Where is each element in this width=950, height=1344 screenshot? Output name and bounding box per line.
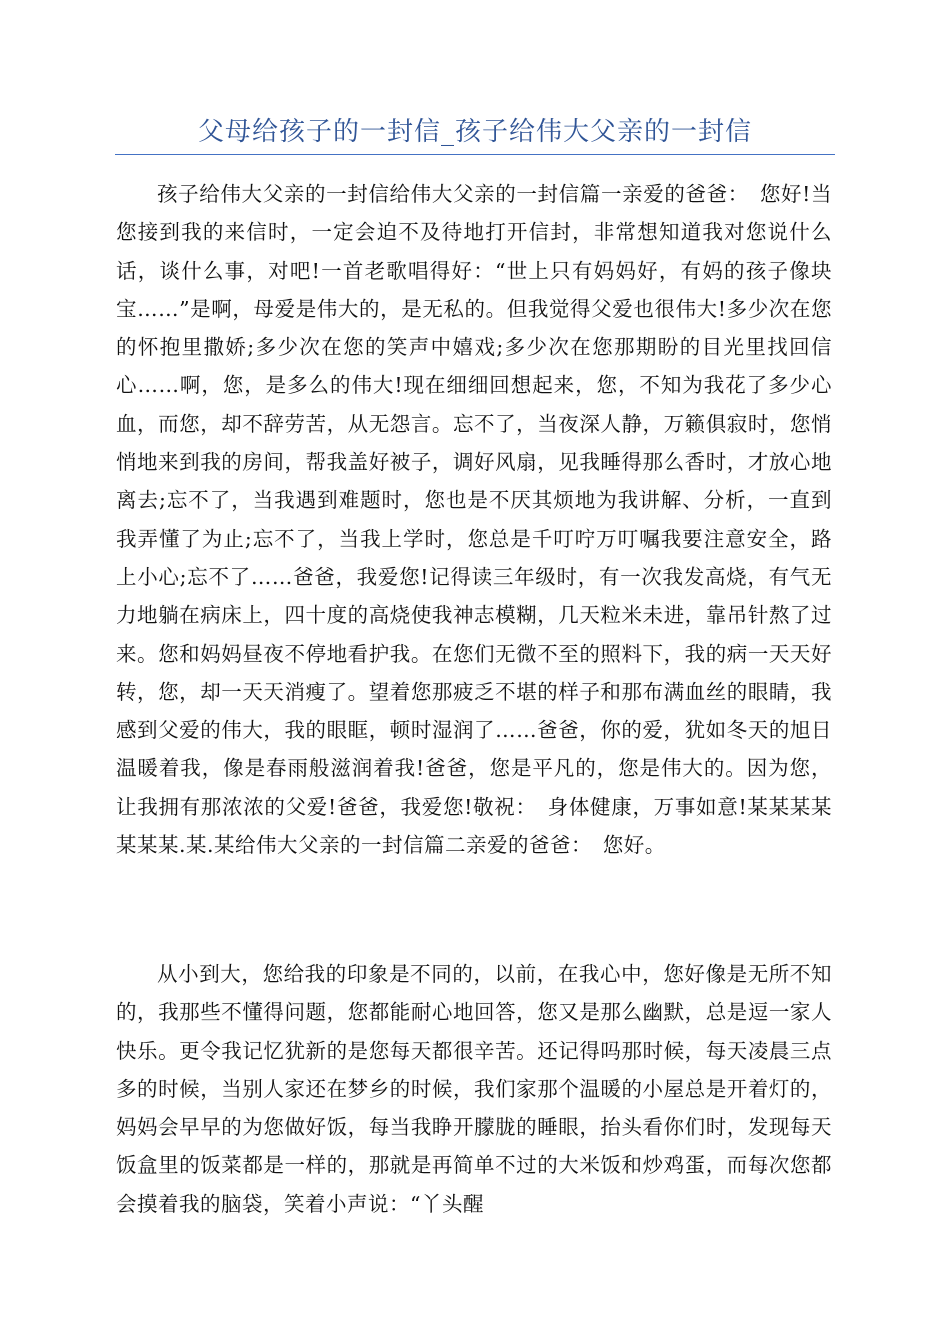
body-paragraph-2: 从小到大，您给我的印象是不同的，以前，在我心中，您好像是无所不知的，我那些不懂得问题，您都能耐心地回答，您又是那么幽默，总是逗一家人快乐。更令我记忆犹新的是您每天都很辛苦。还记得吗那时候，每天凌晨三点多的时候，当别人家还在梦乡的时候，我们家那个温暖的小屋总是开着灯的，妈妈会早早的为您做好饭，每当我睁开朦胧的睡眼，抬头看你们时，发现每天饭盒里的饭菜都是一样的，那就是再简单不过的大米饭和炒鸡蛋，而每次您都会摸着我的脑袋，笑着小声说：“丫头醒 (116, 962, 832, 1216)
title-underline (115, 154, 835, 155)
body-paragraph-1: 孩子给伟大父亲的一封信给伟大父亲的一封信篇一亲爱的爸爸： 您好!当您接到我的来信时，一定会迫不及待地打开信封，非常想知道我对您说什么话，谈什么事，对吧!一首老歌唱得好：“世上只有妈妈好，有妈的孩子像块宝……”是啊，母爱是伟大的，是无私的。但我觉得父爱也很伟大!多少次在您的怀抱里撒娇;多少次在您的笑声中嬉戏;多少次在您那期盼的目光里找回信心……啊，您，是多么的伟大!现在细细回想起来，您，不知为我花了多少心血，而您，却不辞劳苦，从无怨言。忘不了，当夜深人静，万籁俱寂时，您悄悄地来到我的房间，帮我盖好被子，调好风扇，见我睡得那么香时，才放心地离去;忘不了，当我遇到难题时，您也是不厌其烦地为我讲解、分析，一直到我弄懂了为止;忘不了，当我上学时，您总是千叮咛万叮嘱我要注意安全，路上小心;忘不了……爸爸，我爱您!记得读三年级时，有一次我发高烧，有气无力地躺在病床上，四十度的高烧使我神志模糊，几天粒米未进，靠吊针熬了过来。您和妈妈昼夜不停地看护我。在您们无微不至的照料下，我的病一天天好转，您，却一天天消瘦了。望着您那疲乏不堪的样子和那布满血丝的眼睛，我感到父爱的伟大，我的眼眶，顿时湿润了……爸爸，你的爱，犹如冬天的旭日温暖着我，像是春雨般滋润着我!爸爸，您是平凡的，您是伟大的。因为您，让我拥有那浓浓的父爱!爸爸，我爱您!敬祝： 身体健康，万事如意!某某某某某某某.某.某给伟大父亲的一封信篇二亲爱的爸爸： 您好。 (116, 182, 832, 858)
document-title: 父母给孩子的一封信_孩子给伟大父亲的一封信 (197, 117, 752, 147)
